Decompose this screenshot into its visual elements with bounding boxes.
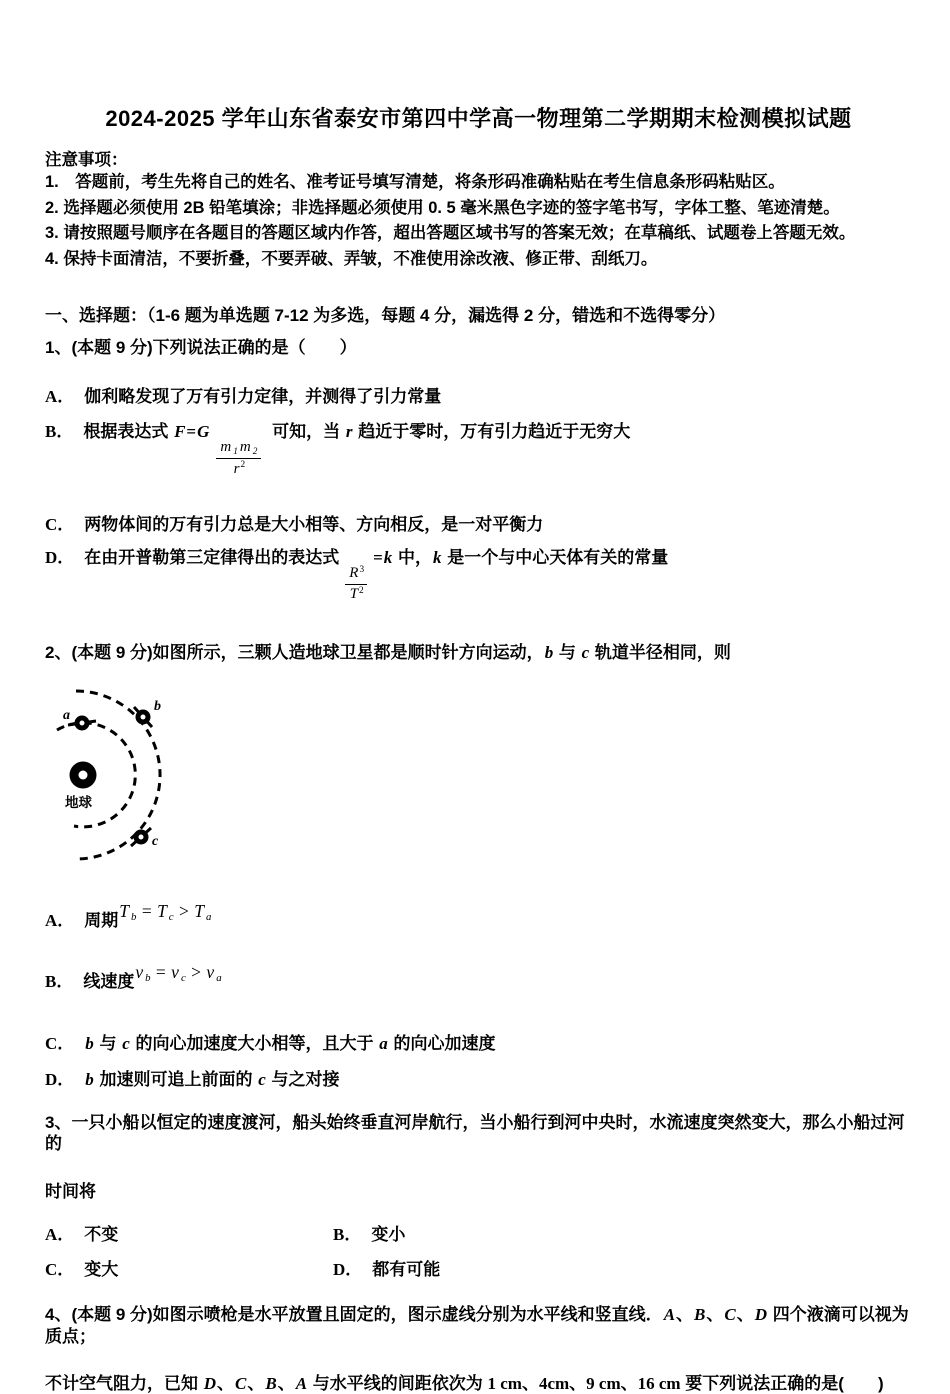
q3-options bbox=[45, 1224, 605, 1281]
kepler-fraction bbox=[345, 565, 367, 604]
q2-option-b-formula: v b = v c > v a bbox=[135, 961, 222, 985]
question-4-stem-line2: 不计空气阻力，已知 D、C、B、A 与水平线的间距依次为 1 cm、4cm、9 cm、16 cm 要下列说法正确的是( ) bbox=[45, 1373, 884, 1393]
q3-option-c: C． 变大 bbox=[45, 1260, 119, 1280]
q3-option-d: D． 都有可能 bbox=[333, 1260, 441, 1280]
q3-option-b: B． 变小 bbox=[333, 1224, 406, 1244]
notice-item-3: 3. 请按照题号顺序在各题目的答题区域内作答，超出答题区域书写的答案无效；在草稿纸、试题卷上答题无效。 bbox=[45, 224, 856, 243]
question-3-stem-line2: 时间将 bbox=[45, 1181, 96, 1201]
satellite-c-label: c bbox=[152, 833, 159, 849]
earth-label: 地球 bbox=[65, 794, 92, 810]
fraction-denominator: $r^2$ bbox=[233, 460, 246, 477]
q2-option-a-label: A． 周期 bbox=[45, 911, 119, 930]
satellite-c-hole bbox=[139, 834, 144, 839]
q1-option-d bbox=[45, 547, 912, 603]
q1-option-c: C． 两物体间的万有引力总是大小相等、方向相反，是一对平衡力 bbox=[45, 515, 544, 535]
notice-item-2: 2. 选择题必须使用 2B 铅笔填涂；非选择题必须使用 0. 5 毫米黑色字迹的签字笔书写，字体工整、笔迹清楚。 bbox=[45, 198, 840, 217]
fraction-denominator: $T^2$ bbox=[349, 585, 364, 603]
satellite-a-hole bbox=[80, 720, 85, 725]
q1-option-b-prefix: B． 根据表达式 F=G bbox=[45, 421, 210, 441]
notice-section bbox=[45, 150, 912, 273]
question-2-stem: 2、(本题 9 分)如图所示，三颗人造地球卫星都是顺时针方向运动，b 与 c 轨道半径相同，则 bbox=[45, 642, 731, 662]
orbit-diagram-svg bbox=[39, 679, 214, 875]
q2-option-c: C． b 与 c 的向心加速度大小相等，且大于 a 的向心加速度 bbox=[45, 1033, 496, 1053]
q1-option-b bbox=[45, 421, 912, 478]
satellite-b-hole bbox=[141, 714, 146, 719]
earth-icon-hole bbox=[79, 770, 88, 779]
notice-heading: 注意事项： bbox=[45, 150, 128, 169]
question-1-stem: 1、(本题 9 分)下列说法正确的是（ ） bbox=[45, 338, 357, 358]
fraction-numerator: m 1 m 2 bbox=[216, 439, 261, 459]
q1-option-d-prefix: D． 在由开普勒第三定律得出的表达式 bbox=[45, 548, 340, 568]
q2-option-b-label: B． 线速度 bbox=[45, 971, 135, 991]
question-4 bbox=[45, 1304, 912, 1394]
q1-option-b-suffix: 可知，当 r 趋近于零时，万有引力趋近于无穷大 bbox=[267, 421, 631, 441]
q2-option-a bbox=[45, 901, 912, 934]
question-4-stem-line1: 4、(本题 9 分)如图示喷枪是水平放置且固定的，图示虚线分别为水平线和竖直线．A、B、C、D 四个液滴可以视为质点； bbox=[45, 1305, 909, 1346]
q2-option-d: D． b 加速则可追上前面的 c 与之对接 bbox=[45, 1069, 340, 1089]
q3-option-a: A． 不变 bbox=[45, 1224, 119, 1244]
question-3 bbox=[45, 1112, 912, 1280]
q2-option-a-formula: T b = T c > T a bbox=[119, 901, 212, 924]
gravitation-fraction bbox=[216, 439, 261, 478]
satellite-b-label: b bbox=[154, 698, 161, 714]
section-heading: 一、选择题：（1-6 题为单选题 7-12 为多选，每题 4 分，漏选得 2 分，错选和不选得零分） bbox=[45, 306, 726, 326]
question-2 bbox=[45, 642, 912, 1091]
fraction-numerator: $R^3$ bbox=[345, 565, 367, 585]
satellite-a-label: a bbox=[63, 707, 70, 723]
notice-item-4: 4. 保持卡面清洁，不要折叠，不要弄破、弄皱，不准使用涂改液、修正带、刮纸刀。 bbox=[45, 249, 658, 268]
question-3-stem-line1: 3、一只小船以恒定的速度渡河，船头始终垂直河岸航行，当小船行到河中央时，水流速度突然变大，那么小船过河的 bbox=[45, 1113, 905, 1154]
q1-option-d-suffix: =k 中，k 是一个与中心天体有关的常量 bbox=[373, 548, 669, 568]
notice-item-1: 1. 答题前，考生先将自己的姓名、准考证号填写清楚，将条形码准确粘贴在考生信息条形码粘贴区。 bbox=[45, 173, 785, 192]
question-1 bbox=[45, 337, 912, 603]
q1-option-a: A． 伽利略发现了万有引力定律，并测得了引力常量 bbox=[45, 386, 442, 406]
satellite-orbit-diagram bbox=[39, 679, 912, 880]
q2-option-b bbox=[45, 961, 912, 995]
page-title: 2024-2025 学年山东省泰安市第四中学高一物理第二学期期末检测模拟试题 bbox=[105, 106, 852, 131]
